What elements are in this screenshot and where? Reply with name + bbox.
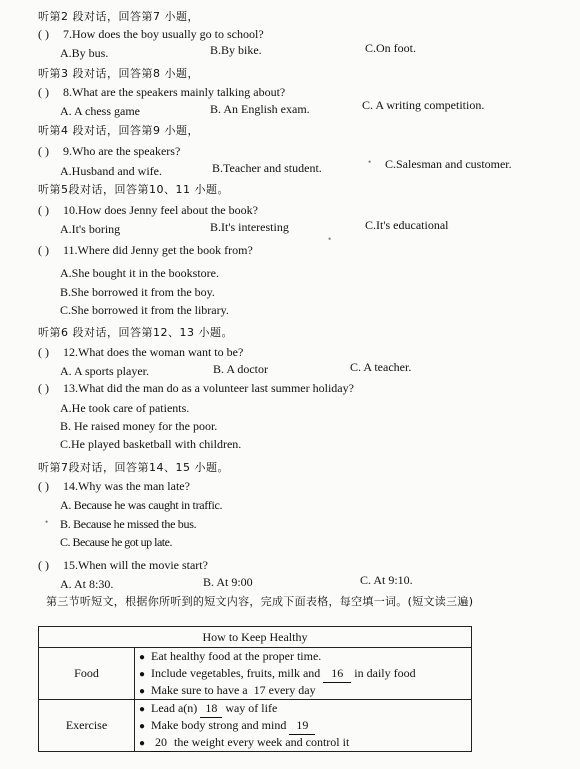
q7-option-b: B.By bike.	[210, 43, 262, 57]
q10-option-c: C.It's educational	[365, 218, 449, 232]
q10-option-a: A.It's boring	[60, 222, 121, 236]
exercise-label: Exercise	[39, 700, 135, 752]
bullet-icon: ●	[139, 686, 146, 697]
question-text: 13.What did the man do as a volunteer last summer holiday?	[63, 381, 354, 395]
section-3-heading: 听第3 段对话，回答第8 小题，	[38, 67, 199, 80]
q15-option-c: C. At 9:10.	[360, 573, 413, 587]
q8-option-a: A. A chess game	[60, 104, 140, 118]
exercise-item-3: ● 20 the weight every week and control it	[135, 734, 471, 751]
bullet-icon: ●	[139, 669, 146, 680]
q12-option-c: C. A teacher.	[350, 360, 412, 374]
question-14	[38, 479, 190, 494]
scan-mark: •	[45, 517, 49, 527]
question-15	[38, 558, 208, 573]
q11-option-b: B.She borrowed it from the boy.	[60, 285, 215, 299]
section-7-heading: 听第7段对话，回答第14、15 小题。	[38, 461, 229, 474]
q15-option-a: A. At 8:30.	[60, 577, 114, 591]
question-text: 9.Who are the speakers?	[63, 144, 181, 158]
question-9	[38, 144, 180, 159]
question-text: 8.What are the speakers mainly talking about?	[63, 85, 286, 99]
answer-paren[interactable]: ( )	[38, 558, 49, 572]
answer-paren[interactable]: ( )	[38, 203, 49, 217]
food-cell	[135, 648, 472, 700]
question-12	[38, 345, 243, 360]
answer-paren[interactable]: ( )	[38, 144, 49, 158]
blank-18[interactable]: 18	[200, 700, 222, 718]
bullet-icon: ●	[139, 738, 146, 749]
q12-option-b: B. A doctor	[213, 362, 269, 376]
answer-paren[interactable]: ( )	[38, 381, 49, 395]
q11-option-a: A.She bought it in the bookstore.	[60, 266, 219, 280]
q7-option-c: C.On foot.	[365, 41, 416, 55]
question-text: 14.Why was the man late?	[63, 479, 190, 493]
exercise-item-1: ● Lead a(n) 18 way of life	[135, 700, 471, 717]
q7-option-a: A.By bus.	[60, 46, 109, 60]
table-title: How to Keep Healthy	[39, 627, 472, 648]
answer-paren[interactable]: ( )	[38, 27, 49, 41]
exercise-cell	[135, 700, 472, 752]
food-item-1: ● Eat healthy food at the proper time.	[135, 648, 471, 665]
section-2-heading: 听第2 段对话，回答第7 小题，	[38, 10, 199, 23]
q15-option-b: B. At 9:00	[203, 575, 253, 589]
answer-paren[interactable]: ( )	[38, 243, 49, 257]
section-5-heading: 听第5段对话，回答第10、11 小题。	[38, 183, 229, 196]
q9-option-a: A.Husband and wife.	[60, 164, 162, 178]
section-6-heading: 听第6 段对话，回答第12、13 小题。	[38, 326, 233, 339]
healthy-table	[38, 626, 472, 752]
q13-option-c: C.He played basketball with children.	[60, 437, 242, 451]
question-7	[38, 27, 264, 42]
blank-16[interactable]: 16	[323, 665, 351, 683]
q14-option-c: C. Because he got up late.	[60, 535, 172, 549]
blank-20[interactable]: 20	[151, 734, 171, 752]
q9-option-b: B.Teacher and student.	[212, 161, 322, 175]
blank-17[interactable]: 17	[251, 682, 269, 700]
scan-mark: •	[328, 234, 332, 244]
answer-paren[interactable]: ( )	[38, 345, 49, 359]
question-text: 12.What does the woman want to be?	[63, 345, 244, 359]
question-8	[38, 85, 285, 100]
q13-option-b: B. He raised money for the poor.	[60, 419, 218, 433]
q12-option-a: A. A sports player.	[60, 364, 149, 378]
question-text: 7.How does the boy usually go to school?	[63, 27, 264, 41]
question-11	[38, 243, 253, 258]
food-item-3: ● Make sure to have a 17 every day	[135, 682, 471, 699]
question-text: 11.Where did Jenny get the book from?	[63, 243, 253, 257]
question-10	[38, 203, 258, 218]
question-text: 15.When will the movie start?	[63, 558, 208, 572]
food-label: Food	[39, 648, 135, 700]
q13-option-a: A.He took care of patients.	[60, 401, 190, 415]
q9-option-c: C.Salesman and customer.	[385, 157, 512, 171]
bullet-icon: ●	[139, 652, 146, 663]
answer-paren[interactable]: ( )	[38, 85, 49, 99]
q14-option-a: A. Because he was caught in traffic.	[60, 498, 223, 512]
section-8-instructions: 第三节听短文，根据你所听到的短文内容，完成下面表格，每空填一词。(短文读三遍)	[46, 595, 474, 608]
q11-option-c: C.She borrowed it from the library.	[60, 303, 229, 317]
answer-paren[interactable]: ( )	[38, 479, 49, 493]
blank-19[interactable]: 19	[289, 717, 315, 735]
q8-option-c: C. A writing competition.	[362, 98, 485, 112]
q14-option-b: B. Because he missed the bus.	[60, 517, 197, 531]
section-4-heading: 听第4 段对话，回答第9 小题，	[38, 124, 199, 137]
question-13	[38, 381, 354, 396]
question-text: 10.How does Jenny feel about the book?	[63, 203, 258, 217]
q10-option-b: B.It's interesting	[210, 220, 289, 234]
exercise-item-2: ● Make body strong and mind 19	[135, 717, 471, 734]
bullet-icon: ●	[139, 721, 146, 732]
food-item-2: ● Include vegetables, fruits, milk and 16 in daily food	[135, 665, 471, 682]
scan-mark: •	[368, 157, 372, 167]
q8-option-b: B. An English exam.	[210, 102, 310, 116]
bullet-icon: ●	[139, 704, 146, 715]
